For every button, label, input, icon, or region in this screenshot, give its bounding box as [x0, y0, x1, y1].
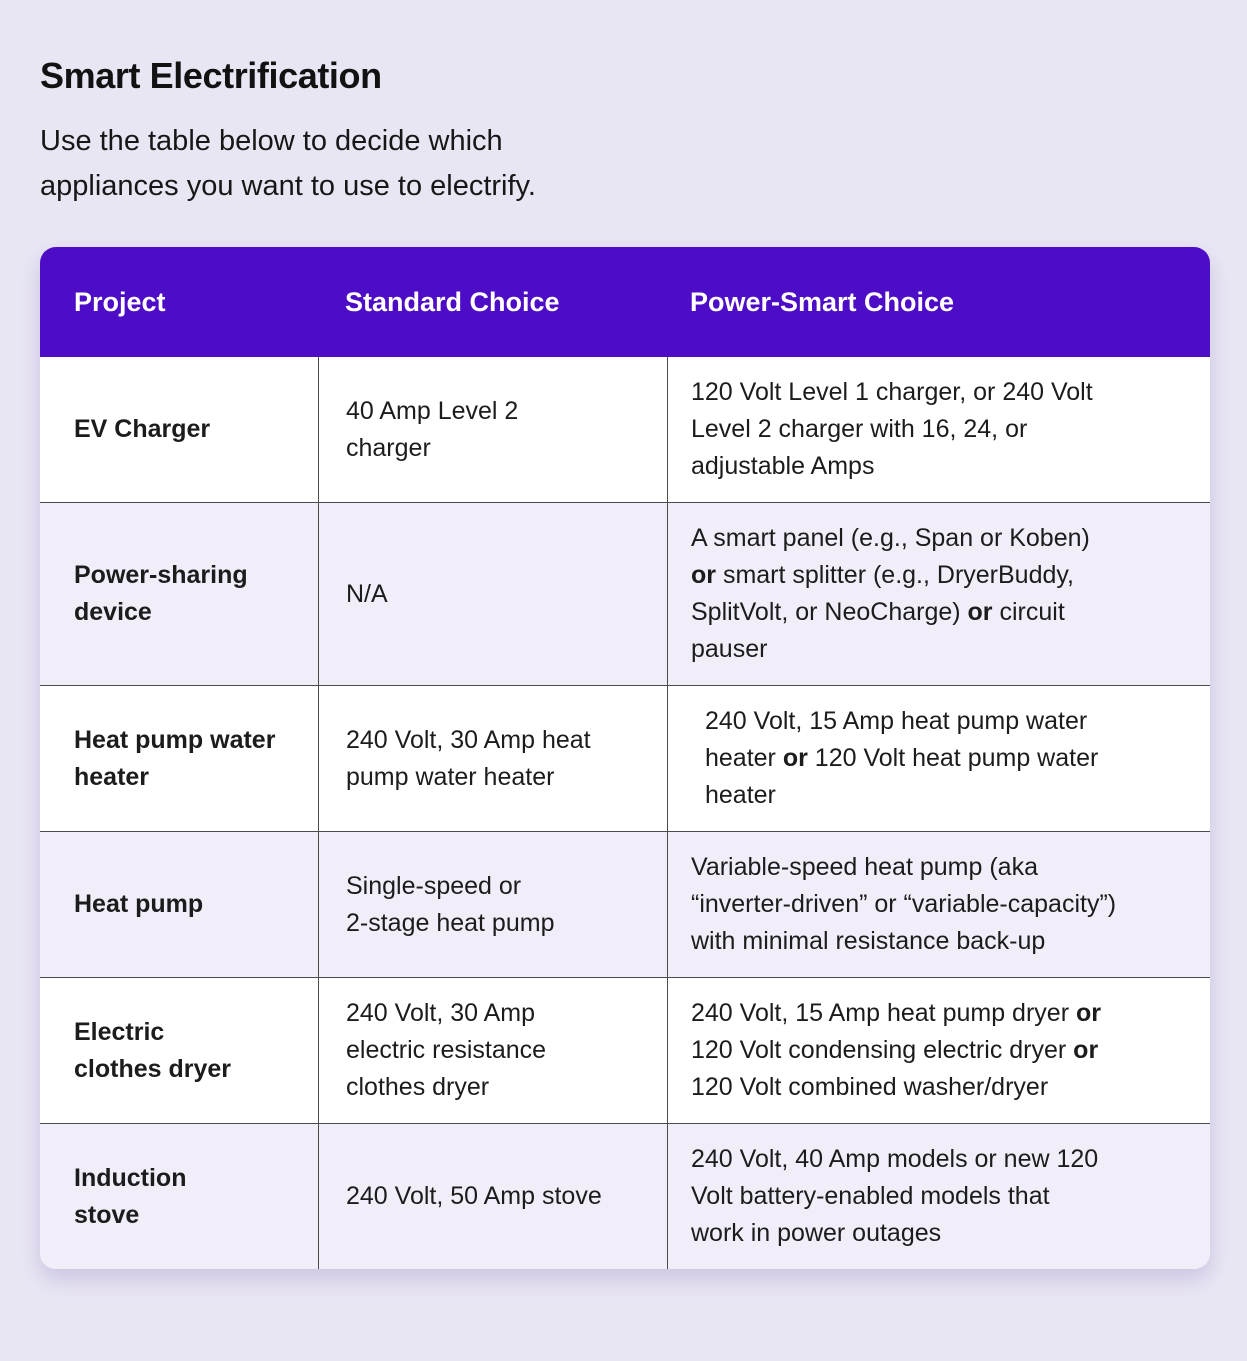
standard-choice-cell: 40 Amp Level 2 charger: [318, 357, 667, 502]
standard-choice-cell: 240 Volt, 30 Amp electric resistance clothes dryer: [318, 978, 667, 1123]
project-cell: Heat pump water heater: [74, 725, 276, 791]
column-header-project: Project: [74, 286, 166, 317]
standard-choice-cell: N/A: [318, 503, 667, 685]
power-smart-choice-cell: A smart panel (e.g., Span or Koben) or smart splitter (e.g., DryerBuddy, SplitVolt, or NeoCharge) or circuit pauser: [667, 503, 1210, 685]
column-header-power-smart-choice: Power-Smart Choice: [690, 286, 955, 317]
standard-choice-cell: Single-speed or 2-stage heat pump: [318, 832, 667, 977]
table-row-ev-charger: [40, 357, 1210, 502]
power-smart-choice-cell: 240 Volt, 15 Amp heat pump dryer or 120 Volt condensing electric dryer or 120 Volt combined washer/dryer: [667, 978, 1210, 1123]
project-cell: Electric clothes dryer: [74, 1017, 232, 1083]
project-cell: Power-sharing device: [74, 561, 248, 626]
table-body: [40, 357, 1210, 1269]
power-smart-choice-cell: 120 Volt Level 1 charger, or 240 Volt Level 2 charger with 16, 24, or adjustable Amps: [667, 357, 1210, 502]
project-cell: Heat pump: [74, 890, 204, 918]
table-row-heat-pump-water-heater: [40, 685, 1210, 831]
project-cell: EV Charger: [74, 415, 211, 443]
standard-choice-cell: 240 Volt, 50 Amp stove: [318, 1124, 667, 1269]
table-header-row: [40, 247, 1210, 357]
power-smart-choice-cell: 240 Volt, 15 Amp heat pump water heater or 120 Volt heat pump water heater: [667, 686, 1210, 831]
column-header-standard-choice: Standard Choice: [345, 286, 560, 317]
table-row-heat-pump: [40, 831, 1210, 977]
project-cell: Induction stove: [74, 1163, 187, 1229]
standard-choice-cell: 240 Volt, 30 Amp heat pump water heater: [318, 686, 667, 831]
page-subtitle-line: Use the table below to decide which: [40, 125, 503, 157]
power-smart-choice-cell: Variable-speed heat pump (aka “inverter-driven” or “variable-capacity”) with minimal resistance back-up: [667, 832, 1210, 977]
page-subtitle-line: appliances you want to use to electrify.: [40, 170, 536, 202]
page-title: Smart Electrification: [40, 55, 382, 96]
table-row-electric-clothes-dryer: [40, 977, 1210, 1123]
page-subtitle: [40, 119, 720, 209]
power-smart-choice-cell: 240 Volt, 40 Amp models or new 120 Volt battery-enabled models that work in power outages: [667, 1124, 1210, 1269]
smart-electrification-table: [40, 247, 1210, 1269]
table-row-power-sharing-device: [40, 502, 1210, 685]
table-row-induction-stove: [40, 1123, 1210, 1269]
